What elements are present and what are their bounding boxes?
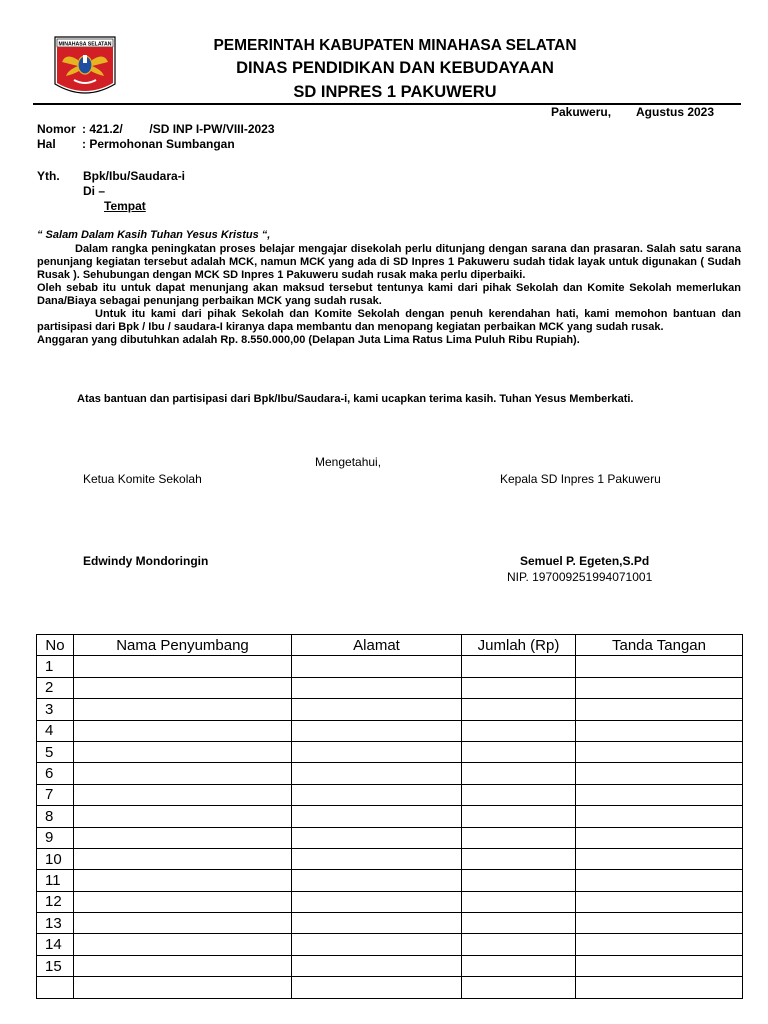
table-row	[37, 827, 743, 848]
name-cell	[74, 677, 292, 698]
signature-cell	[576, 955, 743, 976]
nomor-value: : 421.2/ /SD INP I-PW/VIII-2023	[82, 122, 275, 136]
row-number: 6	[37, 763, 74, 784]
header-line-2: DINAS PENDIDIKAN DAN KEBUDAYAAN	[236, 59, 554, 77]
body-paragraph-2: Oleh sebab itu untuk dapat menunjang akan maksud tersebut tentunya kami dari pihak Sekolah dan Komite Sekolah memerlukan Dana/Biaya sebagai penunjang perbaikan MCK yang sudah rusak.	[37, 282, 741, 307]
name-cell	[74, 720, 292, 741]
row-number: 4	[37, 720, 74, 741]
amount-cell	[462, 806, 576, 827]
amount-cell	[462, 891, 576, 912]
mengetahui-label: Mengetahui,	[315, 455, 382, 469]
amount-cell	[462, 784, 576, 805]
table-row	[37, 913, 743, 934]
table-row	[37, 699, 743, 720]
letter-body	[37, 243, 741, 347]
name-cell	[74, 806, 292, 827]
table-row	[37, 955, 743, 976]
name-cell	[74, 656, 292, 677]
amount-cell	[462, 870, 576, 891]
amount-cell	[462, 677, 576, 698]
address-cell	[292, 977, 462, 998]
address-cell	[292, 848, 462, 869]
name-cell	[74, 763, 292, 784]
hal-value: : Permohonan Sumbangan	[82, 137, 235, 151]
row-number: 13	[37, 913, 74, 934]
header-line-3: SD INPRES 1 PAKUWERU	[293, 83, 497, 101]
amount-cell	[462, 827, 576, 848]
table-row	[37, 934, 743, 955]
row-number: 10	[37, 848, 74, 869]
row-number: 3	[37, 699, 74, 720]
address-cell	[292, 656, 462, 677]
header-alamat: Alamat	[292, 635, 462, 656]
name-cell	[74, 977, 292, 998]
signature-cell	[576, 848, 743, 869]
row-number: 5	[37, 741, 74, 762]
name-cell	[74, 741, 292, 762]
address-cell	[292, 806, 462, 827]
table-row	[37, 677, 743, 698]
amount-cell	[462, 699, 576, 720]
right-signatory-title: Kepala SD Inpres 1 Pakuweru	[500, 472, 661, 486]
amount-cell	[462, 913, 576, 934]
table-row	[37, 784, 743, 805]
signature-cell	[576, 784, 743, 805]
name-cell	[74, 891, 292, 912]
table-row	[37, 870, 743, 891]
signature-cell	[576, 656, 743, 677]
amount-cell	[462, 955, 576, 976]
name-cell	[74, 848, 292, 869]
header-nama-penyumbang: Nama Penyumbang	[74, 635, 292, 656]
address-cell	[292, 677, 462, 698]
closing-sentence: Atas bantuan dan partisipasi dari Bpk/Ibu/Saudara-i, kami ucapkan terima kasih. Tuhan Yesus Memberkati.	[77, 393, 634, 405]
name-cell	[74, 784, 292, 805]
header-line-1: PEMERINTAH KABUPATEN MINAHASA SELATAN	[213, 37, 577, 54]
address-cell	[292, 784, 462, 805]
recipient-label: Yth.	[37, 169, 60, 183]
body-paragraph-1: Dalam rangka peningkatan proses belajar mengajar disekolah perlu ditunjang dengan sarana dan prasaran. Salah satu sarana penunjang kegiatan tersebut adalah MCK, namun MCK yang ada di SD Inpres 1 Pakuweru sudah tidak layak untuk digunakan ( Sudah Rusak ). Sehubungan dengan MCK SD Inpres 1 Pakuweru sudah rusak maka perlu diperbaiki.	[37, 243, 741, 281]
table-row	[37, 891, 743, 912]
date-month-year: Agustus 2023	[636, 105, 715, 119]
row-number: 2	[37, 677, 74, 698]
body-paragraph-4: Anggaran yang dibutuhkan adalah Rp. 8.550.000,00 (Delapan Juta Lima Ratus Lima Puluh Ribu Rupiah).	[37, 334, 580, 346]
amount-cell	[462, 934, 576, 955]
amount-cell	[462, 977, 576, 998]
name-cell	[74, 955, 292, 976]
address-cell	[292, 934, 462, 955]
header-no: No	[37, 635, 74, 656]
table-header-row	[37, 635, 743, 656]
address-cell	[292, 741, 462, 762]
signature-cell	[576, 977, 743, 998]
header-jumlah: Jumlah (Rp)	[462, 635, 576, 656]
signature-cell	[576, 741, 743, 762]
recipient-line-1: Bpk/Ibu/Saudara-i	[83, 169, 186, 183]
row-number: 8	[37, 806, 74, 827]
address-cell	[292, 870, 462, 891]
signature-cell	[576, 827, 743, 848]
header-tanda-tangan: Tanda Tangan	[576, 635, 743, 656]
signature-cell	[576, 934, 743, 955]
address-cell	[292, 891, 462, 912]
salutation: “ Salam Dalam Kasih Tuhan Yesus Kristus “,	[37, 229, 271, 241]
name-cell	[74, 913, 292, 934]
amount-cell	[462, 763, 576, 784]
row-number: 14	[37, 934, 74, 955]
donor-table	[36, 634, 743, 999]
signature-cell	[576, 720, 743, 741]
address-cell	[292, 699, 462, 720]
row-number: 1	[37, 656, 74, 677]
table-row	[37, 741, 743, 762]
signature-cell	[576, 677, 743, 698]
row-number: 12	[37, 891, 74, 912]
date-place: Pakuweru,	[551, 105, 612, 119]
left-signatory-name: Edwindy Mondoringin	[83, 554, 209, 568]
name-cell	[74, 870, 292, 891]
row-number: 11	[37, 870, 74, 891]
recipient-line-2: Di –	[83, 184, 106, 198]
table-row	[37, 656, 743, 677]
row-number	[37, 977, 74, 998]
signature-cell	[576, 699, 743, 720]
minahasa-selatan-logo	[54, 36, 116, 100]
table-row	[37, 763, 743, 784]
header-rule	[33, 103, 741, 105]
table-row	[37, 977, 743, 998]
hal-label: Hal	[37, 137, 56, 151]
amount-cell	[462, 720, 576, 741]
name-cell	[74, 827, 292, 848]
row-number: 7	[37, 784, 74, 805]
amount-cell	[462, 848, 576, 869]
address-cell	[292, 827, 462, 848]
address-cell	[292, 955, 462, 976]
name-cell	[74, 699, 292, 720]
signature-cell	[576, 763, 743, 784]
signature-cell	[576, 806, 743, 827]
table-row	[37, 806, 743, 827]
name-cell	[74, 934, 292, 955]
table-row	[37, 848, 743, 869]
left-signatory-title: Ketua Komite Sekolah	[83, 472, 202, 486]
address-cell	[292, 913, 462, 934]
row-number: 15	[37, 955, 74, 976]
signature-cell	[576, 913, 743, 934]
logo-text: MINAHASA SELATAN	[58, 41, 112, 48]
right-signatory-name: Semuel P. Egeten,S.Pd	[520, 554, 650, 568]
recipient-line-3: Tempat	[104, 199, 146, 213]
nomor-label: Nomor	[37, 122, 76, 136]
signature-cell	[576, 870, 743, 891]
right-signatory-nip: NIP. 197009251994071001	[507, 570, 653, 584]
address-cell	[292, 720, 462, 741]
amount-cell	[462, 656, 576, 677]
address-cell	[292, 763, 462, 784]
row-number: 9	[37, 827, 74, 848]
body-paragraph-3: Untuk itu kami dari pihak Sekolah dan Komite Sekolah dengan penuh kerendahan hati, kami memohon bantuan dan partisipasi dari Bpk / Ibu / saudara-I kiranya dapa membantu dan menopang kegiatan perbaikan MCK yang sudah rusak.	[37, 308, 741, 333]
table-row	[37, 720, 743, 741]
amount-cell	[462, 741, 576, 762]
signature-cell	[576, 891, 743, 912]
